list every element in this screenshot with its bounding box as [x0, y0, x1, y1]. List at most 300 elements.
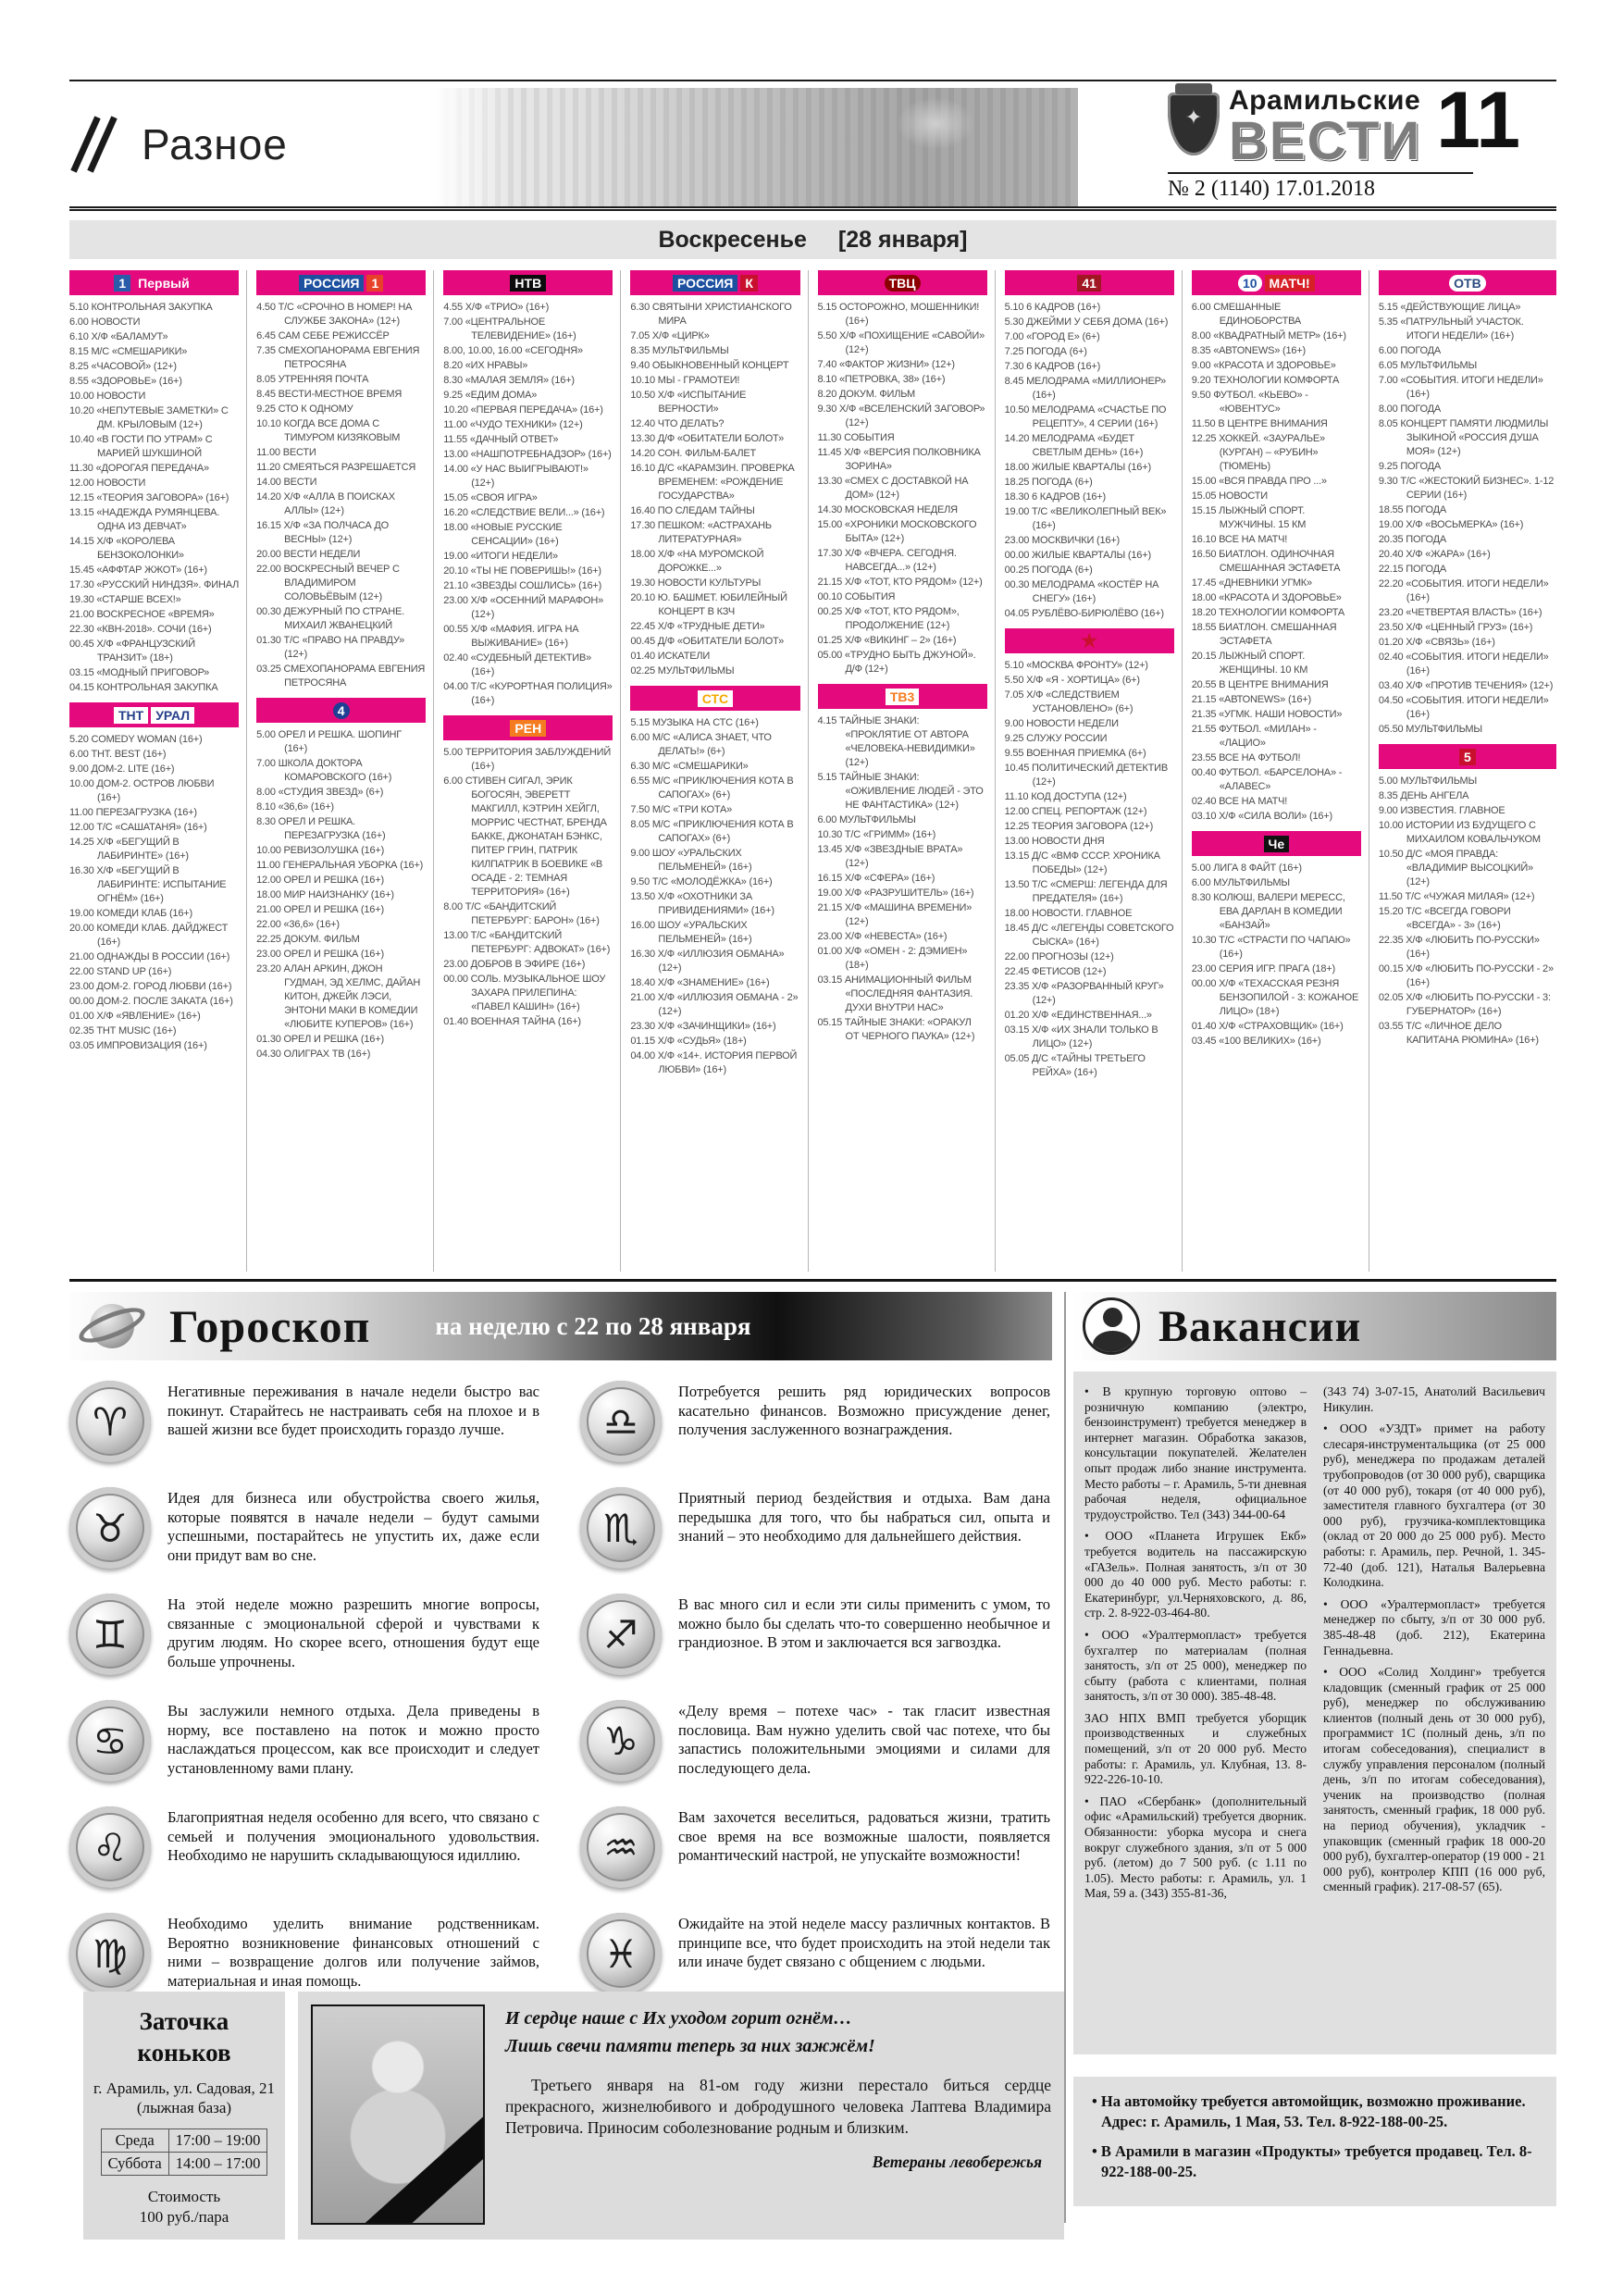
channel-header-zvezda [1005, 628, 1174, 653]
vacancy-note: • В Арамили в магазин «Продукты» требуется продавец. Тел. 8-922-188-00-25. [1092, 2142, 1532, 2180]
tv-entry: 15.05 НОВОСТИ [1191, 490, 1268, 502]
tv-entry: 5.50 Х/Ф «Я - ХОРТИЦА» (6+) [1004, 675, 1140, 686]
vacancies-notes [1073, 2077, 1556, 2206]
tv-entry: 22.25 ДОКУМ. ФИЛЬМ [256, 934, 360, 945]
tv-entry: 18.00 МИР НАИЗНАНКУ (16+) [256, 889, 394, 900]
tv-entry: 01.20 Х/Ф «ЕДИНСТВЕННАЯ...» [1004, 1010, 1152, 1021]
tv-entry: 6.05 МУЛЬТФИЛЬМЫ [1378, 360, 1477, 371]
tv-entry: 21.00 ОРЕЛ И РЕШКА (16+) [256, 904, 384, 915]
tv-entry: 8.35 МУЛЬТФИЛЬМЫ [630, 345, 729, 356]
tv-entry: 15.20 Т/С «ВСЕГДА ГОВОРИ «ВСЕГДА» - 3» (16+) [1378, 906, 1511, 931]
tv-entry: 11.00 «ЧУДО ТЕХНИКИ» (12+) [443, 419, 583, 430]
tv-entry: 00.00 ЖИЛЫЕ КВАРТАЛЫ (16+) [1004, 550, 1151, 561]
tv-entry: 04.05 РУБЛЁВО-БИРЮЛЁВО (16+) [1004, 608, 1164, 619]
tv-entry: 6.00 НОВОСТИ [69, 316, 141, 328]
tv-entry: 7.00 ШКОЛА ДОКТОРА КОМАРОВСКОГО (16+) [256, 758, 392, 783]
horoscope-text-taurus: Идея для бизнеса или обустройства своего жилья, которые появятся в начале недели – будут самыми успешными, постарайтесь не упустить их, даже если они придут вам во сне. [167, 1489, 539, 1564]
channel-header-che [1192, 831, 1361, 856]
tv-entry: 5.10 «МОСКВА ФРОНТУ» (12+) [1004, 660, 1148, 671]
horoscope-item-virgo [69, 1913, 539, 1994]
tv-entry: 16.20 «СЛЕДСТВИЕ ВЕЛИ...» (16+) [443, 507, 605, 518]
tv-entry: 16.30 Х/Ф «ИЛЛЮЗИЯ ОБМАНА» (12+) [630, 949, 785, 974]
horoscope-text-virgo: Необходимо уделить внимание родственникам. Вероятно возникновение финансовых отношений с ними – возвращение долгов или получение займов, материальная и иная помощь. [167, 1915, 539, 1990]
tv-entry: 04.15 КОНТРОЛЬНАЯ ЗАКУПКА [69, 682, 218, 693]
skate-schedule-body [101, 2129, 267, 2176]
channel-header-pervyi [69, 270, 239, 295]
tv-entry: 7.50 М/С «ТРИ КОТА» [630, 804, 733, 815]
tv-entry: 11.50 Т/С «ЧУЖАЯ МИЛАЯ» (12+) [1378, 891, 1535, 902]
channel-logo-41: 41 [1077, 275, 1101, 292]
tv-entry: 9.30 Х/Ф «ВСЕЛЕНСКИЙ ЗАГОВОР» (12+) [817, 403, 985, 428]
tv-entry: 14.30 МОСКОВСКАЯ НЕДЕЛЯ [817, 504, 958, 515]
horoscope-text-sagittarius: В вас много сил и если эти силы применить с умом, то можно было бы сделать что-то совершенно необычное и грандиозное. В этом и заключается вся загвоздка. [678, 1595, 1050, 1651]
tv-entry: 10.10 КОГДА ВСЕ ДОМА С ТИМУРОМ КИЗЯКОВЫМ [256, 418, 401, 443]
tv-entry: 16.10 ВСЕ НА МАТЧ! [1191, 534, 1288, 545]
channel-header-41 [1005, 270, 1174, 295]
tv-entry: 6.55 М/С «ПРИКЛЮЧЕНИЯ КОТА В САПОГАХ» (6+) [630, 776, 794, 800]
tv-entry: 7.05 Х/Ф «ЦИРК» [630, 330, 710, 341]
tv-entry: 8.15 М/С «СМЕШАРИКИ» [69, 346, 188, 357]
tv-column [818, 270, 996, 1272]
tv-entry: 12.40 ЧТО ДЕЛАТЬ? [630, 418, 725, 429]
tv-entry: 7.35 СМЕХОПАНОРАМА ЕВГЕНИЯ ПЕТРОСЯНА [256, 345, 420, 370]
skate-schedule-row [101, 2153, 267, 2176]
tv-entry: 6.00 М/С «АЛИСА ЗНАЕТ, ЧТО ДЕЛАТЬ!» (6+) [630, 732, 772, 757]
tv-entry: 11.00 ГЕНЕРАЛЬНАЯ УБОРКА (16+) [256, 860, 424, 871]
horoscope-item-libra [580, 1381, 1050, 1462]
channel-logo-tnt-ural: ТНТ [114, 707, 148, 724]
tv-entry: 02.40 «СУДЕБНЫЙ ДЕТЕКТИВ» (16+) [443, 652, 592, 677]
tv-entry: 10.45 ПОЛИТИЧЕСКИЙ ДЕТЕКТИВ (12+) [1004, 763, 1168, 788]
tv-entry: 14.00 ВЕСТИ [256, 477, 317, 488]
taurus-zodiac-icon: ♉ [69, 1487, 151, 1569]
skate-ad-price-value: 100 руб./пара [139, 2208, 229, 2227]
channel-logo-ren: РЕН [510, 720, 546, 737]
rubric-slashes-icon [75, 115, 118, 174]
tv-column [256, 270, 434, 1272]
tv-entry: 17.30 Х/Ф «ВЧЕРА. СЕГОДНЯ. НАВСЕГДА...» (12+) [817, 548, 957, 573]
tv-entry: 4.15 ТАЙНЫЕ ЗНАКИ: «ПРОКЛЯТИЕ ОТ АВТОРА «ЧЕЛОВЕКА-НЕВИДИМКИ» (12+) [817, 715, 975, 768]
tv-entry: 21.00 Х/Ф «ИЛЛЮЗИЯ ОБМАНА - 2» (12+) [630, 992, 799, 1017]
tv-entry: 7.05 Х/Ф «СЛЕДСТВИЕМ УСТАНОВЛЕНО» (6+) [1004, 689, 1134, 714]
cancer-zodiac-icon: ♋ [69, 1700, 151, 1781]
tv-entry: 00.10 СОБЫТИЯ [817, 591, 896, 602]
channel-logo-ntv: НТВ [510, 275, 546, 292]
page-number: 11 [1436, 75, 1521, 165]
channel-header-tvc [818, 270, 987, 295]
tv-entry: 15.45 «АФФТАР ЖЖОТ» (16+) [69, 565, 207, 576]
horoscope-text-leo: Благоприятная неделя особенно для всего, что связано с семьей и получения эмоционального удовольствия. Необходимо не нарушить складывающуюся идиллию. [167, 1808, 539, 1864]
tv-column [69, 270, 247, 1272]
obituary [298, 1992, 1064, 2240]
vacancies-section [1073, 1292, 1556, 2206]
tv-entry: 6.00 МУЛЬТФИЛЬМЫ [817, 814, 916, 825]
tv-entry: 10.20 «НЕПУТЕВЫЕ ЗАМЕТКИ» С ДМ. КРЫЛОВЫМ (12+) [69, 405, 229, 430]
horoscope-item-capricorn [580, 1700, 1050, 1781]
tv-entry: 20.55 В ЦЕНТРЕ ВНИМАНИЯ [1191, 679, 1329, 690]
tv-entry: 11.00 ВЕСТИ [256, 447, 316, 458]
skate-sharpening-ad [83, 1992, 285, 2240]
tv-entry: 8.00 «КВАДРАТНЫЙ МЕТР» (16+) [1191, 330, 1346, 341]
tv-entry: 13.00 «НАШПОТРЕБНАДЗОР» (16+) [443, 449, 612, 460]
channel-header-ntv [443, 270, 613, 295]
tv-entry: 5.35 «ПАТРУЛЬНЫЙ УЧАСТОК. ИТОГИ НЕДЕЛИ» (16+) [1378, 316, 1524, 341]
tv-entry: 13.30 «СМЕХ С ДОСТАВКОЙ НА ДОМ» (12+) [817, 476, 969, 501]
tv-entry: 6.10 Х/Ф «БАЛАМУТ» [69, 331, 168, 342]
vacancy-paragraph: • ООО «Планета Игрушек Екб» требуется водитель на пассажирскую «ГАЗель». Полная занятость, з/п от 30 000 до 40 000 руб. Место работы: г. Екатеринбург, ул.Черняховского, д. 86, стр. 2. 8-922-03-464-80. [1084, 1529, 1307, 1620]
tv-entry: 19.30 «СТАРШЕ ВСЕХ!» [69, 594, 181, 605]
tv-entry: 8.35 ДЕНЬ АНГЕЛА [1378, 790, 1469, 801]
tv-entry: 5.15 ТАЙНЫЕ ЗНАКИ: «ОЖИВЛЕНИЕ ЛЮДЕЙ - ЭТО НЕ ФАНТАСТИКА» (12+) [817, 772, 984, 811]
issue-line: № 2 (1140) 17.01.2018 [1168, 172, 1473, 202]
tv-entry: 22.45 ФЕТИСОВ (12+) [1004, 966, 1107, 977]
tv-entry: 6.00 ТНТ. BEST (16+) [69, 749, 167, 760]
tv-entry: 14.25 Х/Ф «БЕГУЩИЙ В ЛАБИРИНТЕ» (16+) [69, 837, 189, 862]
tv-entry: 13.50 Т/С «СМЕРШ: ЛЕГЕНДА ДЛЯ ПРЕДАТЕЛЯ» (16+) [1004, 879, 1168, 904]
vacancy-paragraph: (343 74) 3-07-15, Анатолий Васильевич Никулин. [1323, 1384, 1545, 1414]
tv-entry: 20.00 ВЕСТИ НЕДЕЛИ [256, 549, 361, 560]
tv-entry: 23.20 «ЧЕТВЕРТАЯ ВЛАСТЬ» (16+) [1378, 607, 1542, 618]
tv-entry: 20.10 «ТЫ НЕ ПОВЕРИШЬ!» (16+) [443, 565, 601, 577]
tv-entry: 12.00 ОРЕЛ И РЕШКА (16+) [256, 875, 384, 886]
tv-entry: 00.00 СОЛЬ. МУЗЫКАЛЬНОЕ ШОУ ЗАХАРА ПРИЛЕПИНА: «ПАВЕЛ КАШИН» (16+) [443, 974, 606, 1012]
vacancy-paragraph: • В крупную торговую оптово – розничную компанию (электро, бензоинструмент) требуется менеджер в интернет магазин. Обработка заказов, консультации покупателей. Желателен опыт продаж либо знание инструмента. Место работы – г. Арамиль, 5-ти дневная рабочая неделя, официальное трудоустройство. Тел (343) 344-00-64 [1084, 1384, 1307, 1521]
tv-entry: 00.00 Х/Ф «ТЕХАССКАЯ РЕЗНЯ БЕНЗОПИЛОЙ - 3: КОЖАНОЕ ЛИЦО» (18+) [1191, 978, 1359, 1017]
tv-entry: 16.15 Х/Ф «СФЕРА» (16+) [817, 873, 935, 884]
horoscope-column-left [69, 1381, 539, 1994]
tv-entry: 13.00 НОВОСТИ ДНЯ [1004, 836, 1105, 847]
tv-entry: 16.00 ШОУ «УРАЛЬСКИХ ПЕЛЬМЕНЕЙ» (16+) [630, 920, 752, 945]
tv-entry: 5.15 «ДЕЙСТВУЮЩИЕ ЛИЦА» [1378, 302, 1521, 313]
tv-entry: 9.25 СТО К ОДНОМУ [256, 403, 353, 415]
tv-entry: 14.20 Х/Ф «АЛЛА В ПОИСКАХ АЛЛЫ» (12+) [256, 491, 395, 516]
horoscope-item-pisces [580, 1913, 1050, 1994]
tv-entry: 13.00 Т/С «БАНДИТСКИЙ ПЕТЕРБУРГ: АДВОКАТ» (16+) [443, 930, 611, 955]
horoscope-header [69, 1292, 1052, 1360]
tv-entry: 00.30 ДЕЖУРНЫЙ ПО СТРАНЕ. МИХАИЛ ЖВАНЕЦКИЙ [256, 606, 404, 631]
tv-entry: 19.00 Х/Ф «ВОСЬМЕРКА» (16+) [1378, 519, 1524, 530]
tv-entry: 03.45 «100 ВЕЛИКИХ» (16+) [1191, 1036, 1321, 1047]
tv-entry: 23.20 АЛАН АРКИН, ДЖОН ГУДМАН, ЭД ХЕЛМС, ДАЙАН КИТОН, ДЖЕЙК ЛЭСИ, ЭНТОНИ МАКИ В КОМЕДИИ «ЛЮБИТЕ КУПЕРОВ» (16+) [256, 963, 421, 1030]
horoscope-column-right [580, 1381, 1050, 1994]
tv-entry: 5.10 6 КАДРОВ (16+) [1004, 302, 1101, 313]
tv-entry: 12.00 Т/С «САШАТАНЯ» (16+) [69, 822, 207, 833]
channel-header-rossiya1 [256, 270, 426, 295]
section-divider [69, 1279, 1556, 1282]
tv-entry: 8.30 «МАЛАЯ ЗЕМЛЯ» (16+) [443, 375, 575, 386]
channel-logo-tv3: ТВ3 [886, 689, 919, 705]
tv-entry: 04.50 «СОБЫТИЯ. ИТОГИ НЕДЕЛИ» (16+) [1378, 695, 1549, 720]
tv-entry: 9.50 ФУТБОЛ. «КЬЕВО» - «ЮВЕНТУС» [1191, 390, 1308, 415]
tv-entry: 5.15 МУЗЫКА НА СТС (16+) [630, 717, 759, 728]
tv-entry: 8.55 «ЗДОРОВЬЕ» (16+) [69, 376, 182, 387]
vacancy-note: • На автомойку требуется автомойщик, возможно проживание. Адрес: г. Арамиль, 1 Мая, 53. Тел. 8-922-188-00-25. [1092, 2092, 1526, 2130]
section-rubric [69, 115, 430, 174]
tv-entry: 01.40 ИСКАТЕЛИ [630, 651, 711, 662]
tv-entry: 10.00 НОВОСТИ [69, 391, 146, 402]
channel-logo-tnt-ural: УРАЛ [151, 707, 194, 724]
tv-entry: 20.15 ЛЫЖНЫЙ СПОРТ. ЖЕНЩИНЫ. 10 КМ [1191, 651, 1308, 676]
tv-entry: 01.40 Х/Ф «СТРАХОВЩИК» (16+) [1191, 1021, 1344, 1032]
tv-entry: 00.25 Х/Ф «ТОТ, КТО РЯДОМ», ПРОДОЛЖЕНИЕ (12+) [817, 606, 960, 631]
tv-entry: 23.35 Х/Ф «РАЗОРВАННЫЙ КРУГ» (12+) [1004, 981, 1164, 1006]
tv-entry: 5.50 Х/Ф «ПОХИЩЕНИЕ «САВОЙИ» (12+) [817, 330, 985, 355]
scorpio-zodiac-icon: ♏ [580, 1487, 662, 1569]
horoscope-text-aquarius: Вам захочется веселиться, радоваться жизни, тратить свое время на все возможные шалости, появляется романтический настрой, не упускайте возможности! [678, 1808, 1050, 1864]
tv-entry: 00.30 МЕЛОДРАМА «КОСТЁР НА СНЕГУ» (16+) [1004, 579, 1159, 604]
tv-entry: 23.30 Х/Ф «ЗАЧИНЩИКИ» (16+) [630, 1021, 776, 1032]
tv-entry: 00.45 Д/Ф «ОБИТАТЕЛИ БОЛОТ» [630, 636, 785, 647]
horoscope-text-cancer: Вы заслужили немного отдыха. Дела приведены в норму, все поставлено на поток и можно просто наслаждаться процессом, как все происходит и следует установленному вами плану. [167, 1702, 539, 1777]
tv-entry: 21.10 «ЗВЕЗДЫ СОШЛИСЬ» (16+) [443, 580, 602, 591]
tv-entry: 7.40 «ФАКТОР ЖИЗНИ» (12+) [817, 359, 955, 370]
tv-entry: 4.55 Х/Ф «ТРИО» (16+) [443, 302, 550, 313]
vacancies-column-1 [1084, 1384, 1307, 2042]
tv-entry: 13.15 «НАДЕЖДА РУМЯНЦЕВА. ОДНА ИЗ ДЕВЧАТ» [69, 507, 220, 532]
channel-logo-zvezda: ★ [1081, 630, 1098, 652]
tv-entry: 19.00 «ИТОГИ НЕДЕЛИ» [443, 551, 558, 562]
channel-logo-rossiya1: РОССИЯ [299, 275, 364, 292]
tv-entry: 22.00 STAND UP (16+) [69, 966, 172, 977]
obituary-verse-line2: Лишь свечи памяти теперь за них зажжём! [505, 2036, 875, 2056]
tv-entry: 8.00 ПОГОДА [1378, 403, 1442, 415]
horoscope-text-libra: Потребуется решить ряд юридических вопросов касательно финансов. Возможно присуждение денег, получения заслуженного вознаграждения. [678, 1383, 1050, 1438]
tv-entry: 20.00 КОМЕДИ КЛАБ. ДАЙДЖЕСТ (16+) [69, 923, 229, 948]
tv-entry: 01.30 ОРЕЛ И РЕШКА (16+) [256, 1034, 384, 1045]
obituary-body: Третьего января на 81-ом году жизни перестало биться сердце прекрасного, жизнелюбивого и добродушного человека Лаптева Владимира Петровича. Приносим соболезнование родным и близким. [505, 2076, 1051, 2138]
channel-header-sts [630, 686, 799, 711]
vacancy-paragraph: • ООО «УЗДТ» примет на работу слесаря-инструментальщика (от 25 000 руб), менеджера по продажам деталей трубопроводов (от 30 000 руб), сварщика (от 40 000 руб), токаря (от 40 000 руб), заместителя главного бухгалтера (от 30 000 руб), грузчика-комплектовщика (оклад от 20 000 до 25 000 руб). Место работы: г. Арамиль, пер. Речной, 1. 345-72-40 (доб. 121), Наталья Валерьевна Колодкина. [1323, 1421, 1545, 1590]
tv-entry: 22.15 ПОГОДА [1378, 564, 1446, 575]
tv-entry: 18.45 Д/С «ЛЕГЕНДЫ СОВЕТСКОГО СЫСКА» (16+) [1004, 923, 1174, 948]
tv-entry: 9.00 НОВОСТИ НЕДЕЛИ [1004, 718, 1119, 729]
tv-entry: 21.15 Х/Ф «МАШИНА ВРЕМЕНИ» (12+) [817, 902, 973, 927]
tv-entry: 04.30 ОЛИГРАХ ТВ (16+) [256, 1049, 371, 1060]
tv-entry: 8.10 «36,6» (16+) [256, 801, 334, 813]
tv-entry: 16.50 БИАТЛОН. ОДИНОЧНАЯ СМЕШАННАЯ ЭСТАФЕТА [1191, 549, 1341, 574]
tv-entry: 02.25 МУЛЬТФИЛЬМЫ [630, 665, 735, 676]
tv-entry: 13.15 Д/С «ВМФ СССР. ХРОНИКА ПОБЕДЫ» (12+) [1004, 850, 1160, 875]
tv-entry: 03.15 АНИМАЦИОННЫЙ ФИЛЬМ «ПОСЛЕДНЯЯ ФАНТАЗИЯ. ДУХИ ВНУТРИ НАС» [817, 974, 973, 1013]
horoscope-title: Гороскоп [169, 1300, 371, 1352]
tv-entry: 8.05 М/С «ПРИКЛЮЧЕНИЯ КОТА В САПОГАХ» (6+) [630, 819, 794, 844]
tv-entry: 17.45 «ДНЕВНИКИ УГМК» [1191, 577, 1312, 589]
tv-entry: 9.00 ДОМ-2. LITE (16+) [69, 763, 175, 775]
channel-header-5kanal [1379, 744, 1556, 769]
tv-entry: 8.05 КОНЦЕРТ ПАМЯТИ ЛЮДМИЛЫ ЗЫКИНОЙ «РОССИЯ ДУША МОЯ» (12+) [1378, 418, 1549, 457]
tv-entry: 23.50 Х/Ф «ЦЕННЫЙ ГРУЗ» (16+) [1378, 622, 1533, 633]
tv-column [443, 270, 621, 1272]
tv-entry: 18.00 Х/Ф «НА МУРОМСКОЙ ДОРОЖКЕ...» [630, 549, 764, 574]
tv-entry: 7.25 ПОГОДА (6+) [1004, 346, 1087, 357]
tv-entry: 02.40 ВСЕ НА МАТЧ! [1191, 796, 1288, 807]
horoscope-item-gemini [69, 1594, 539, 1675]
tv-entry: 14.20 СОН. ФИЛЬМ-БАЛЕТ [630, 448, 756, 459]
tv-entry: 14.15 Х/Ф «КОРОЛЕВА БЕНЗОКОЛОНКИ» [69, 536, 184, 561]
tv-entry: 5.00 ТЕРРИТОРИЯ ЗАБЛУЖДЕНИЙ (16+) [443, 747, 612, 772]
vacancy-paragraph: ЗАО НПХ ВМП требуется уборщик производственных и служебных помещений, з/п от 20 000 руб. Место работы: г. Арамиль, ул. Клубная, 13. 8-922-226-10-10. [1084, 1710, 1307, 1787]
aquarius-zodiac-icon: ♒ [580, 1806, 662, 1888]
tv-entry: 8.05 УТРЕННЯЯ ПОЧТА [256, 374, 369, 385]
tv-entry: 9.25 «ЕДИМ ДОМА» [443, 390, 538, 401]
tv-entry: 21.35 «УГМК. НАШИ НОВОСТИ» [1191, 709, 1343, 720]
tv-entry: 01.30 Т/С «ПРАВО НА ПРАВДУ» (12+) [256, 635, 405, 660]
section-label: Разное [142, 119, 288, 168]
tv-entry: 16.30 Х/Ф «БЕГУЩИЙ В ЛАБИРИНТЕ: ИСПЫТАНИЕ ОГНЁМ» (16+) [69, 865, 227, 904]
tv-entry: 8.00 Т/С «БАНДИТСКИЙ ПЕТЕРБУРГ: БАРОН» (16+) [443, 901, 600, 926]
tv-entry: 17.30 ПЕШКОМ: «АСТРАХАНЬ ЛИТЕРАТУРНАЯ» [630, 520, 772, 545]
tv-entry: 9.00 ШОУ «УРАЛЬСКИХ ПЕЛЬМЕНЕЙ» (16+) [630, 848, 752, 873]
tv-entry: 01.25 Х/Ф «ВИКИНГ – 2» (16+) [817, 635, 957, 646]
channel-header-rossiyaK [630, 270, 799, 295]
tv-entry: 18.25 ПОГОДА (6+) [1004, 477, 1093, 488]
tv-entry: 9.50 Т/С «МОЛОДЁЖКА» (16+) [630, 876, 773, 887]
tv-entry: 23.00 ДОМ-2. ГОРОД ЛЮБВИ (16+) [69, 981, 232, 992]
tv-entry: 6.00 ПОГОДА [1378, 345, 1442, 356]
tv-entry: 16.40 ПО СЛЕДАМ ТАЙНЫ [630, 505, 755, 516]
channel-logo-match: МАТЧ! [1265, 275, 1315, 292]
channel-logo-4kanal: 4 [333, 702, 350, 719]
tv-entry: 03.05 ИМПРОВИЗАЦИЯ (16+) [69, 1040, 207, 1051]
tv-column [1192, 270, 1369, 1272]
tv-entry: 8.45 ВЕСТИ-МЕСТНОЕ ВРЕМЯ [256, 389, 403, 400]
skate-ad-price-label: Стоимость [147, 2188, 221, 2205]
tv-entry: 18.00 «КРАСОТА И ЗДОРОВЬЕ» [1191, 592, 1342, 603]
tv-entry: 21.00 ВОСКРЕСНОЕ «ВРЕМЯ» [69, 609, 215, 620]
channel-logo-sts: СТС [698, 690, 733, 707]
tv-entry: 8.20 «ИХ НРАВЫ» [443, 360, 528, 371]
tv-entry: 00.45 Х/Ф «ФРАНЦУЗСКИЙ ТРАНЗИТ» (18+) [69, 639, 195, 664]
tv-entry: 8.30 КОЛЮШ, ВАЛЕРИ МЕРЕСС, ЕВА ДАРЛАН В КОМЕДИИ «БАНЗАЙ» [1191, 892, 1345, 931]
brand-name-top: Арамильские [1229, 84, 1421, 116]
tv-entry: 18.55 ПОГОДА [1378, 504, 1446, 515]
tv-entry: 00.40 ФУТБОЛ. «БАРСЕЛОНА» - «АЛАВЕС» [1191, 767, 1343, 792]
tv-entry: 23.00 Х/Ф «ОСЕННИЙ МАРАФОН» (12+) [443, 595, 604, 620]
horoscope-text-pisces: Ожидайте на этой неделе массу различных контактов. В принципе все, что будет происходить на этой недели так или иначе будет связано с общением с людьми. [678, 1915, 1050, 1970]
tv-entry: 21.00 ОДНАЖДЫ В РОССИИ (16+) [69, 951, 230, 962]
tv-entry: 05.50 МУЛЬТФИЛЬМЫ [1378, 724, 1482, 735]
tv-entry: 8.35 «АВТОNEWS» (16+) [1191, 345, 1307, 356]
tv-entry: 03.15 Х/Ф «ИХ ЗНАЛИ ТОЛЬКО В ЛИЦО» (12+) [1004, 1024, 1158, 1049]
tv-entry: 6.45 САМ СЕБЕ РЕЖИССЁР [256, 330, 390, 341]
tv-entry: 5.00 МУЛЬТФИЛЬМЫ [1378, 776, 1477, 787]
brand-name-bottom: ВЕСТИ [1229, 110, 1422, 171]
tv-entry: 12.15 «ТЕОРИЯ ЗАГОВОРА» (16+) [69, 492, 229, 503]
tv-entry: 16.10 Д/С «КАРАМЗИН. ПРОВЕРКА ВРЕМЕНЕМ: «РОЖДЕНИЕ ГОСУДАРСТВА» [630, 463, 795, 502]
tv-entry: 00.55 Х/Ф «МАФИЯ. ИГРА НА ВЫЖИВАНИЕ» (16+) [443, 624, 579, 649]
tv-entry: 11.50 В ЦЕНТРЕ ВНИМАНИЯ [1191, 418, 1328, 429]
tv-entry: 21.55 ФУТБОЛ. «МИЛАН» - «ЛАЦИО» [1191, 724, 1317, 749]
tv-entry: 10.40 «В ГОСТИ ПО УТРАМ» С МАРИЕЙ ШУКШИНОЙ [69, 434, 213, 459]
tv-entry: 01.00 Х/Ф «ОМЕН - 2: ДЭМИЕН» (18+) [817, 946, 968, 971]
tv-entry: 02.35 ТНТ MUSIC (16+) [69, 1025, 177, 1036]
skate-schedule-row [101, 2129, 267, 2153]
tv-entry: 14.20 МЕЛОДРАМА «БУДЕТ СВЕТЛЫМ ДЕНЬ» (16+) [1004, 433, 1144, 458]
tv-entry: 19.00 Т/С «ВЕЛИКОЛЕПНЫЙ ВЕК» (16+) [1004, 506, 1167, 531]
tv-entry: 5.20 COMEDY WOMAN (16+) [69, 734, 203, 745]
channel-header-ren [443, 715, 613, 740]
skate-schedule-hours: 17:00 – 19:00 [168, 2129, 267, 2153]
tv-entry: 8.30 ОРЕЛ И РЕШКА. ПЕРЕЗАГРУЗКА (16+) [256, 816, 386, 841]
channel-header-match [1192, 270, 1361, 295]
channel-logo-tvc: ТВЦ [885, 275, 921, 292]
page-header [69, 75, 1556, 211]
tv-entry: 22.00 ВОСКРЕСНЫЙ ВЕЧЕР С ВЛАДИМИРОМ СОЛОВЬЁВЫМ (12+) [256, 564, 400, 602]
tv-entry: 6.30 СВЯТЫНИ ХРИСТИАНСКОГО МИРА [630, 302, 792, 327]
tv-entry: 02.05 Х/Ф «ЛЮБИТЬ ПО-РУССКИ - 3: ГУБЕРНАТОР» (16+) [1378, 992, 1551, 1017]
tv-entry: 5.00 ЛИГА 8 ФАЙТ (16+) [1191, 863, 1302, 874]
tv-entry: 03.40 Х/Ф «ПРОТИВ ТЕЧЕНИЯ» (12+) [1378, 680, 1554, 691]
newspaper-brand [1168, 75, 1556, 202]
tv-entry: 5.00 ОРЕЛ И РЕШКА. ШОПИНГ (16+) [256, 729, 403, 754]
horoscope-text-gemini: На этой неделе можно разрешить многие вопросы, связанные с эмоциональной сферой и чувствами к другим людям. Но скорее всего, отношения будут еще больше упрочнены. [167, 1595, 539, 1670]
capricorn-zodiac-icon: ♑ [580, 1700, 662, 1781]
channel-logo-che: Че [1264, 836, 1290, 852]
channel-logo-match: 10 [1238, 275, 1262, 292]
tv-column [1379, 270, 1556, 1272]
tv-entry: 01.40 ВОЕННАЯ ТАЙНА (16+) [443, 1016, 581, 1027]
tv-entry: 8.45 МЕЛОДРАМА «МИЛЛИОНЕР» (16+) [1004, 376, 1167, 401]
pisces-zodiac-icon: ♓ [580, 1913, 662, 1994]
tv-entry: 9.30 Т/С «ЖЕСТОКИЙ БИЗНЕС». 1-12 СЕРИИ (16+) [1378, 476, 1555, 501]
tv-entry: 12.25 ТЕОРИЯ ЗАГОВОРА (12+) [1004, 821, 1154, 832]
tv-entry: 9.00 «КРАСОТА И ЗДОРОВЬЕ» [1191, 360, 1336, 371]
tv-entry: 11.55 «ДАЧНЫЙ ОТВЕТ» [443, 434, 559, 445]
aries-zodiac-icon: ♈ [69, 1381, 151, 1462]
tv-entry: 10.00 РЕВИЗОЛУШКА (16+) [256, 845, 385, 856]
tv-entry: 03.15 «МОДНЫЙ ПРИГОВОР» [69, 667, 210, 678]
skate-schedule-day: Суббота [101, 2153, 168, 2176]
tv-entry: 20.10 Ю. БАШМЕТ. ЮБИЛЕЙНЫЙ КОНЦЕРТ В КЗЧ [630, 592, 787, 617]
tv-entry: 23.00 СЕРИЯ ИГР. ПРАГА (18+) [1191, 963, 1335, 974]
vacancies-header [1073, 1292, 1556, 1360]
tv-entry: 10.00 ДОМ-2. ОСТРОВ ЛЮБВИ (16+) [69, 778, 215, 803]
tv-entry: 01.00 Х/Ф «ЯВЛЕНИЕ» (16+) [69, 1011, 201, 1022]
channel-logo-rossiyaK: РОССИЯ [673, 275, 737, 292]
tv-entry: 23.00 МОСКВИЧКИ (16+) [1004, 535, 1121, 546]
tv-entry: 7.00 «СОБЫТИЯ. ИТОГИ НЕДЕЛИ» (16+) [1378, 375, 1543, 400]
tv-entry: 5.15 ОСТОРОЖНО, МОШЕННИКИ! (16+) [817, 302, 980, 327]
day-banner [69, 220, 1556, 259]
tv-entry: 01.20 Х/Ф «СВЯЗЬ» (16+) [1378, 637, 1495, 648]
vacancies-body [1073, 1371, 1556, 2054]
tv-entry: 18.00 ЖИЛЫЕ КВАРТАЛЫ (16+) [1004, 462, 1151, 473]
leo-zodiac-icon: ♌ [69, 1806, 151, 1888]
skate-ad-address: г. Арамиль, ул. Садовая, 21 (лыжная база) [93, 2079, 275, 2116]
tv-entry: 15.05 «СВОЯ ИГРА» [443, 492, 538, 503]
channel-header-4kanal [256, 698, 426, 723]
tv-grid [69, 270, 1556, 1272]
obituary-signature: Ветераны левобережья [872, 2153, 1042, 2172]
tv-entry: 9.25 ПОГОДА [1378, 461, 1442, 472]
tv-entry: 10.10 МЫ - ГРАМОТЕИ! [630, 375, 740, 386]
tv-entry: 8.00 «СТУДИЯ ЗВЕЗД» (6+) [256, 787, 384, 798]
skate-schedule-day: Среда [101, 2129, 168, 2153]
tv-entry: 11.10 КОД ДОСТУПА (12+) [1004, 791, 1127, 802]
tv-entry: 04.00 Х/Ф «14+. ИСТОРИЯ ПЕРВОЙ ЛЮБВИ» (16+) [630, 1050, 798, 1075]
tv-entry: 00.25 ПОГОДА (6+) [1004, 565, 1093, 576]
tv-entry: 8.10 «ПЕТРОВКА, 38» (16+) [817, 374, 946, 385]
obituary-verse-line1: И сердце наше с Их уходом горит огнём… [505, 2008, 852, 2029]
tv-entry: 18.00 «НОВЫЕ РУССКИЕ СЕНСАЦИИ» (16+) [443, 522, 563, 547]
channel-header-tv3 [818, 684, 987, 709]
horoscope-item-sagittarius [580, 1594, 1050, 1675]
tv-entry: 17.30 «РУССКИЙ НИНДЗЯ». ФИНАЛ [69, 579, 240, 590]
tv-entry: 14.00 «У НАС ВЫИГРЫВАЮТ!» (12+) [443, 464, 588, 489]
tv-entry: 11.20 СМЕЯТЬСЯ РАЗРЕШАЕТСЯ [256, 462, 416, 473]
tv-entry: 21.15 Х/Ф «ТОТ, КТО РЯДОМ» (12+) [817, 577, 983, 588]
tv-entry: 15.00 «ХРОНИКИ МОСКОВСКОГО БЫТА» (12+) [817, 519, 977, 544]
